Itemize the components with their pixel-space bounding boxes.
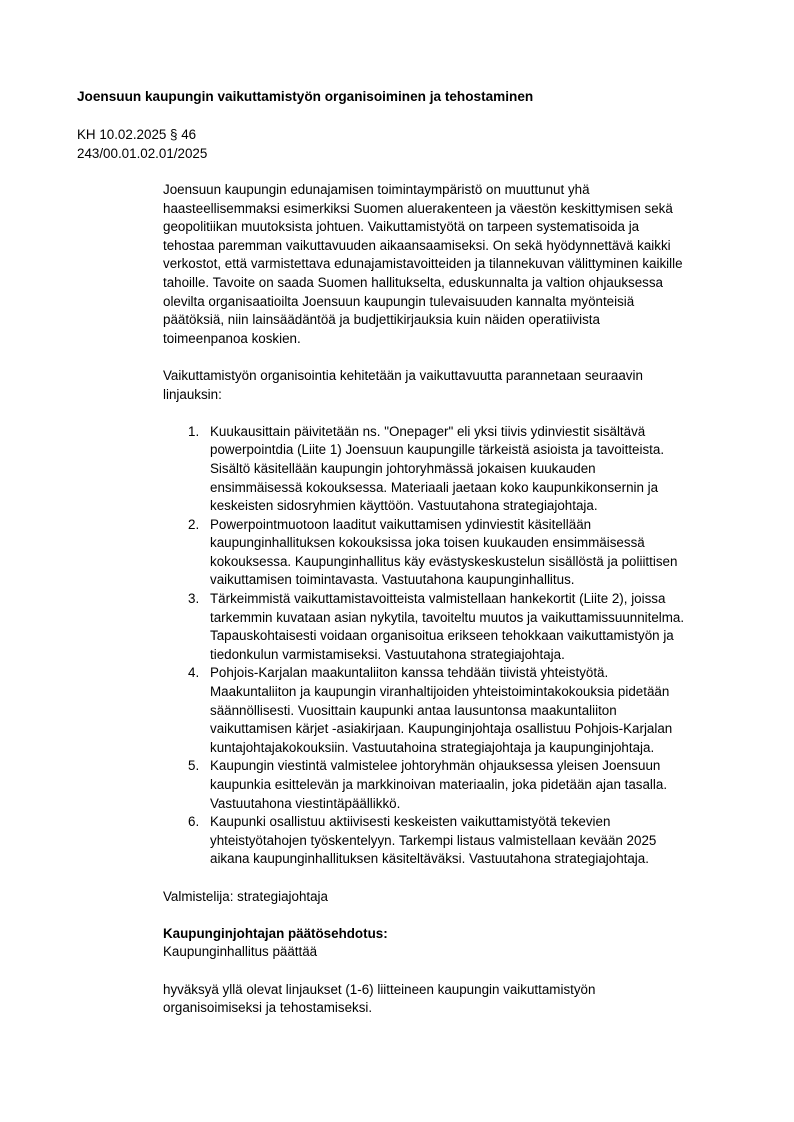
text-line: Kaupunki osallistuu aktiivisesti keskeisten vaikuttamistyötä tekevien	[210, 814, 611, 830]
text-line: tahoille. Tavoite on saada Suomen hallitukselta, eduskunnalta ja valtion ohjauksessa	[163, 274, 663, 290]
lead-paragraph	[163, 367, 743, 404]
text-line: ensimmäisessä kokouksessa. Materiaali jaetaan koko kaupunkikonsernin ja	[210, 479, 659, 495]
text-line: tehostaa paremman vaikuttavuuden aikaansaamiseksi. On sekä hyödynnettävä kaikki	[163, 237, 671, 253]
text-line: Pohjois-Karjalan maakuntaliiton kanssa tehdään tiivistä yhteistyötä.	[210, 665, 609, 681]
text-line: organisoimiseksi ja tehostamiseksi.	[163, 1000, 373, 1016]
text-line: kuntajohtajakokouksiin. Vastuutahoina strategiajohtaja ja kaupunginjohtaja.	[210, 739, 655, 755]
text-line: haasteellisemmaksi esimerkiksi Suomen aluerakenteen ja väestön keskittymisen sekä	[163, 200, 673, 216]
proposal-subject: Kaupunginhallitus päättää	[163, 944, 318, 960]
proposal-text	[163, 981, 743, 1018]
text-line: Maakuntaliiton ja kaupungin viranhaltijoiden yhteistoimintakokouksia pidetään	[210, 684, 670, 700]
text-line: tiedonkulun varmistamiseksi. Vastuutahona strategiajohtaja.	[210, 646, 565, 662]
preparer-line: Valmistelija: strategiajohtaja	[163, 888, 328, 904]
text-line: powerpointdia (Liite 1) Joensuun kaupungille tärkeistä asioista ja tavoitteista.	[210, 442, 665, 458]
policy-list	[163, 423, 743, 869]
text-line: Kuukausittain päivitetään ns. "Onepager" eli yksi tiivis ydinviestit sisältävä	[210, 423, 646, 439]
text-line: toimeenpanoa koskien.	[163, 330, 301, 346]
policy-number: 6.	[188, 814, 200, 830]
policy-item	[163, 813, 743, 869]
text-line: Vastuutahona viestintäpäällikkö.	[210, 795, 401, 811]
text-line: hyväksyä yllä olevat linjaukset (1-6) liitteineen kaupungin vaikuttamistyön	[163, 981, 596, 997]
text-line: keskeisten sidosryhmien käyttöön. Vastuutahona strategiajohtaja.	[210, 498, 598, 514]
document-title: Joensuun kaupungin vaikuttamistyön organisoiminen ja tehostaminen	[77, 89, 534, 104]
proposal-heading: Kaupunginjohtajan päätösehdotus:	[163, 925, 388, 941]
text-line: tarkemmin kuvataan asian nykytila, tavoiteltu muutos ja vaikuttamissuunnitelma.	[210, 609, 685, 625]
intro-paragraph	[163, 181, 743, 348]
text-line: Tärkeimmistä vaikuttamistavoitteista valmistellaan hankekortit (Liite 2), joissa	[210, 591, 666, 607]
document-meta	[77, 126, 207, 163]
text-line: aikana kaupunginhallituksen käsiteltäväksi. Vastuutahona strategiajohtaja.	[210, 851, 649, 867]
policy-item	[163, 590, 743, 664]
text-line: kaupunginhallituksen kokouksissa joka toisen kuukauden ensimmäisessä	[210, 535, 645, 551]
text-line: linjauksin:	[163, 386, 222, 402]
text-line: geopolitiikan muutoksista johtuen. Vaikuttamistyötä on tarpeen systematisoida ja	[163, 219, 640, 235]
policy-item	[163, 664, 743, 757]
policy-number: 4.	[188, 665, 200, 681]
text-line: Vaikuttamistyön organisointia kehitetään ja vaikuttavuutta parannetaan seuraavin	[163, 367, 643, 383]
text-line: vaikuttamisen kärjet -asiakirjaan. Kaupunginjohtaja osallistuu Pohjois-Karjalan	[210, 721, 673, 737]
policy-number: 2.	[188, 516, 200, 532]
text-line: verkostot, että varmistettava edunajamistavoitteiden ja tilannekuvan välittyminen kaikille	[163, 256, 683, 272]
policy-number: 5.	[188, 758, 200, 774]
policy-item	[163, 423, 743, 516]
meeting-reference: KH 10.02.2025 § 46	[77, 127, 197, 142]
text-line: Tapauskohtaisesti voidaan organisoitua erikseen tehokkaan vaikuttamistyön ja	[210, 628, 674, 644]
policy-number: 3.	[188, 591, 200, 607]
text-line: vaikuttamisen toimintavasta. Vastuutahona kaupunginhallitus.	[210, 572, 575, 588]
text-line: kokouksessa. Kaupunginhallitus käy evästyskeskustelun sisällöstä ja poliittisen	[210, 553, 678, 569]
policy-item	[163, 516, 743, 590]
policy-number: 1.	[188, 423, 200, 439]
text-line: säännöllisesti. Vuosittain kaupunki antaa lausuntonsa maakuntaliiton	[210, 702, 617, 718]
text-line: Sisältö käsitellään kaupungin johtoryhmässä jokaisen kuukauden	[210, 460, 596, 476]
text-line: yhteistyötahojen työskentelyyn. Tarkempi listaus valmistellaan kevään 2025	[210, 832, 657, 848]
text-line: olevilta organisaatioilta Joensuun kaupungin tulevaisuuden kannalta myönteisiä	[163, 293, 635, 309]
text-line: Powerpointmuotoon laaditut vaikuttamisen ydinviestit käsitellään	[210, 516, 592, 532]
text-line: kaupunkia esittelevän ja markkinoivan materiaalin, joka pidetään ajan tasalla.	[210, 777, 668, 792]
record-number: 243/00.01.02.01/2025	[77, 145, 208, 161]
text-line: Kaupungin viestintä valmistelee johtoryhmän ohjauksessa yleisen Joensuun	[210, 758, 661, 774]
text-line: Joensuun kaupungin edunajamisen toimintaympäristö on muuttunut yhä	[163, 182, 590, 197]
text-line: päätöksiä, niin lainsäädäntöä ja budjettikirjauksia kuin näiden operatiivista	[163, 312, 600, 328]
policy-item	[163, 757, 743, 813]
document-body	[163, 181, 743, 1036]
